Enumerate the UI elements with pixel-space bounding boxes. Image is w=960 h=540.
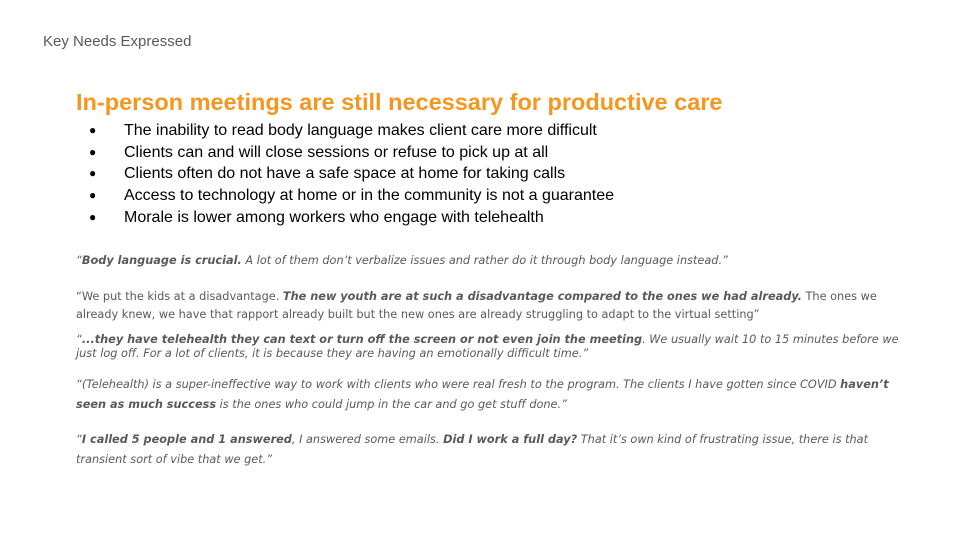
quote-text: That it’s own kind of frustrating issue, there is that transient sort of vibe that we get.” (76, 433, 869, 466)
quote-text: The ones we already knew, we have that rapport already built but the new ones are already struggling to adapt to the virtual setting” (76, 290, 877, 321)
bullet-text: Access to technology at home or in the community is not a guarantee (124, 187, 615, 205)
bullet-marker: ● (89, 144, 97, 159)
quote-text: , I answered some emails. (291, 433, 444, 446)
quote-emphasis: Did I work a full day? (443, 433, 578, 446)
bullet-item (76, 163, 614, 185)
quote-emphasis: The new youth are at such a disadvantage compared to the ones we had already. (282, 290, 802, 303)
quote-open-mark: “ (76, 333, 82, 346)
quote-ineffective (76, 375, 906, 415)
bullet-item (76, 207, 614, 229)
quote-emphasis: haven’t seen as much success (76, 378, 889, 411)
bullet-list (76, 120, 614, 228)
quote-emphasis: ...they have telehealth they can text or turn off the screen or not even join the meeting (81, 333, 643, 346)
bullet-text: Clients can and will close sessions or refuse to pick up at all (124, 143, 549, 161)
quote-full-day (76, 430, 906, 470)
bullet-text: Morale is lower among workers who engage with telehealth (124, 208, 544, 226)
bullet-marker: ● (89, 188, 97, 203)
bullet-item (76, 120, 614, 142)
quote-disadvantage (76, 288, 906, 323)
quote-open-mark: “ (76, 433, 82, 446)
bullet-text: The inability to read body language makes client care more difficult (124, 122, 597, 139)
bullet-marker: ● (89, 123, 97, 137)
quote-emphasis: Body language is crucial. (81, 254, 242, 267)
quote-text: “We put the kids at a disadvantage. (76, 290, 283, 303)
bullet-item (76, 185, 614, 207)
bullet-marker: ● (89, 209, 97, 224)
slide-label: Key Needs Expressed (43, 33, 192, 50)
bullet-marker: ● (89, 166, 97, 181)
quote-text: A lot of them don’t verbalize issues and rather do it through body language instead.” (241, 254, 728, 267)
quote-text: “(Telehealth) is a super-ineffective way to work with clients who were real fresh to the program. The clients I have gotten since COVID (76, 378, 841, 391)
bullet-text: Clients often do not have a safe space at home for taking calls (124, 165, 566, 183)
quote-body-language (76, 252, 906, 270)
quote-telehealth-screen (76, 333, 906, 361)
slide-headline: In-person meetings are still necessary for productive care (76, 89, 723, 115)
quote-open-mark: “ (76, 254, 82, 267)
quote-text: . We usually wait 10 to 15 minutes before we just log off. For a lot of clients, it is because they are having an emotionally difficult time.” (76, 333, 899, 360)
quote-emphasis: I called 5 people and 1 answered (81, 433, 292, 446)
bullet-item (76, 142, 614, 164)
quote-text: is the ones who could jump in the car and go get stuff done.” (216, 398, 567, 411)
